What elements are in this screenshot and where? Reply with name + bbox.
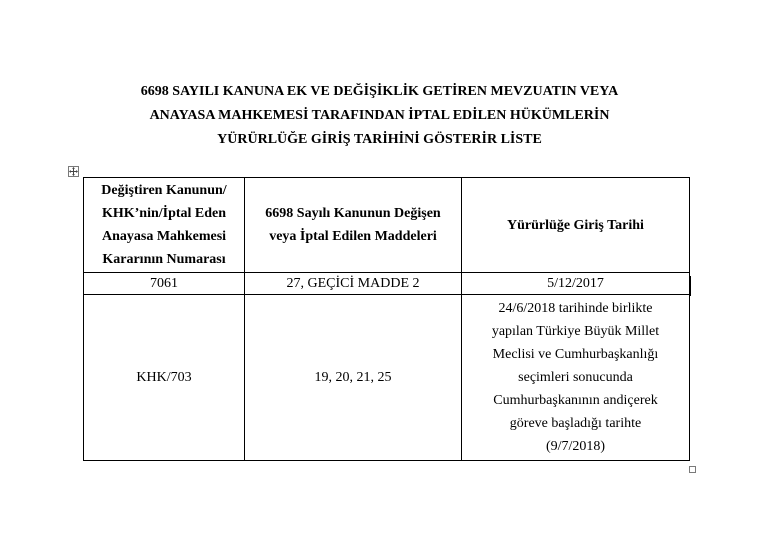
cell-articles[interactable]: 27, GEÇİCİ MADDE 2: [245, 273, 462, 295]
table-resize-handle-icon[interactable]: [689, 466, 696, 473]
title-line-3: YÜRÜRLÜĞE GİRİŞ TARİHİNİ GÖSTERİR LİSTE: [217, 132, 542, 147]
text-cursor-icon: [690, 276, 691, 296]
header-effective-date[interactable]: [462, 178, 690, 273]
table-header-row: [84, 178, 690, 273]
header-1-line-4: Kararının Numarası: [102, 252, 226, 267]
cell-date-line-2: yapılan Türkiye Büyük Millet: [491, 324, 660, 339]
header-3-line-1: Yürürlüğe Giriş Tarihi: [507, 217, 644, 233]
cell-date-line: 5/12/2017: [547, 276, 604, 291]
cell-date-line-5: Cumhurbaşkanının andiçerek: [493, 393, 658, 408]
cell-law-number[interactable]: 7061: [84, 273, 245, 295]
cell-effective-date[interactable]: [462, 273, 690, 295]
cell-date-line-7: (9/7/2018): [545, 439, 606, 454]
table-move-handle-icon[interactable]: [68, 166, 79, 177]
header-changed-articles[interactable]: [245, 178, 462, 273]
cell-date-line-4: seçimleri sonucunda: [518, 370, 633, 385]
table-row: [84, 295, 690, 461]
title-line-1: 6698 SAYILI KANUNA EK VE DEĞİŞİKLİK GETİREN MEVZUATIN VEYA: [140, 84, 619, 99]
header-2-line-2: veya İptal Edilen Maddeleri: [269, 229, 437, 244]
cell-effective-date[interactable]: [462, 295, 690, 461]
document-title: [0, 80, 759, 152]
table-row: [84, 273, 690, 295]
header-1-line-1: Değiştiren Kanunun/: [101, 183, 227, 198]
header-amending-law[interactable]: [84, 178, 245, 273]
cell-date-line-1: 24/6/2018 tarihinde birlikte: [498, 301, 653, 316]
cell-date-line-6: göreve başladığı tarihte: [509, 416, 642, 431]
cell-law-number[interactable]: KHK/703: [84, 295, 245, 461]
cell-articles[interactable]: 19, 20, 21, 25: [245, 295, 462, 461]
cell-date-line-3: Meclisi ve Cumhurbaşkanlığı: [492, 347, 659, 362]
header-2-line-1: 6698 Sayılı Kanunun Değişen: [265, 206, 441, 221]
header-1-line-2: KHK’nin/İptal Eden: [101, 206, 227, 221]
title-line-2: ANAYASA MAHKEMESİ TARAFINDAN İPTAL EDİLEN HÜKÜMLERİN: [149, 108, 610, 123]
effective-dates-table: [83, 177, 690, 461]
header-1-line-3: Anayasa Mahkemesi: [101, 229, 227, 244]
